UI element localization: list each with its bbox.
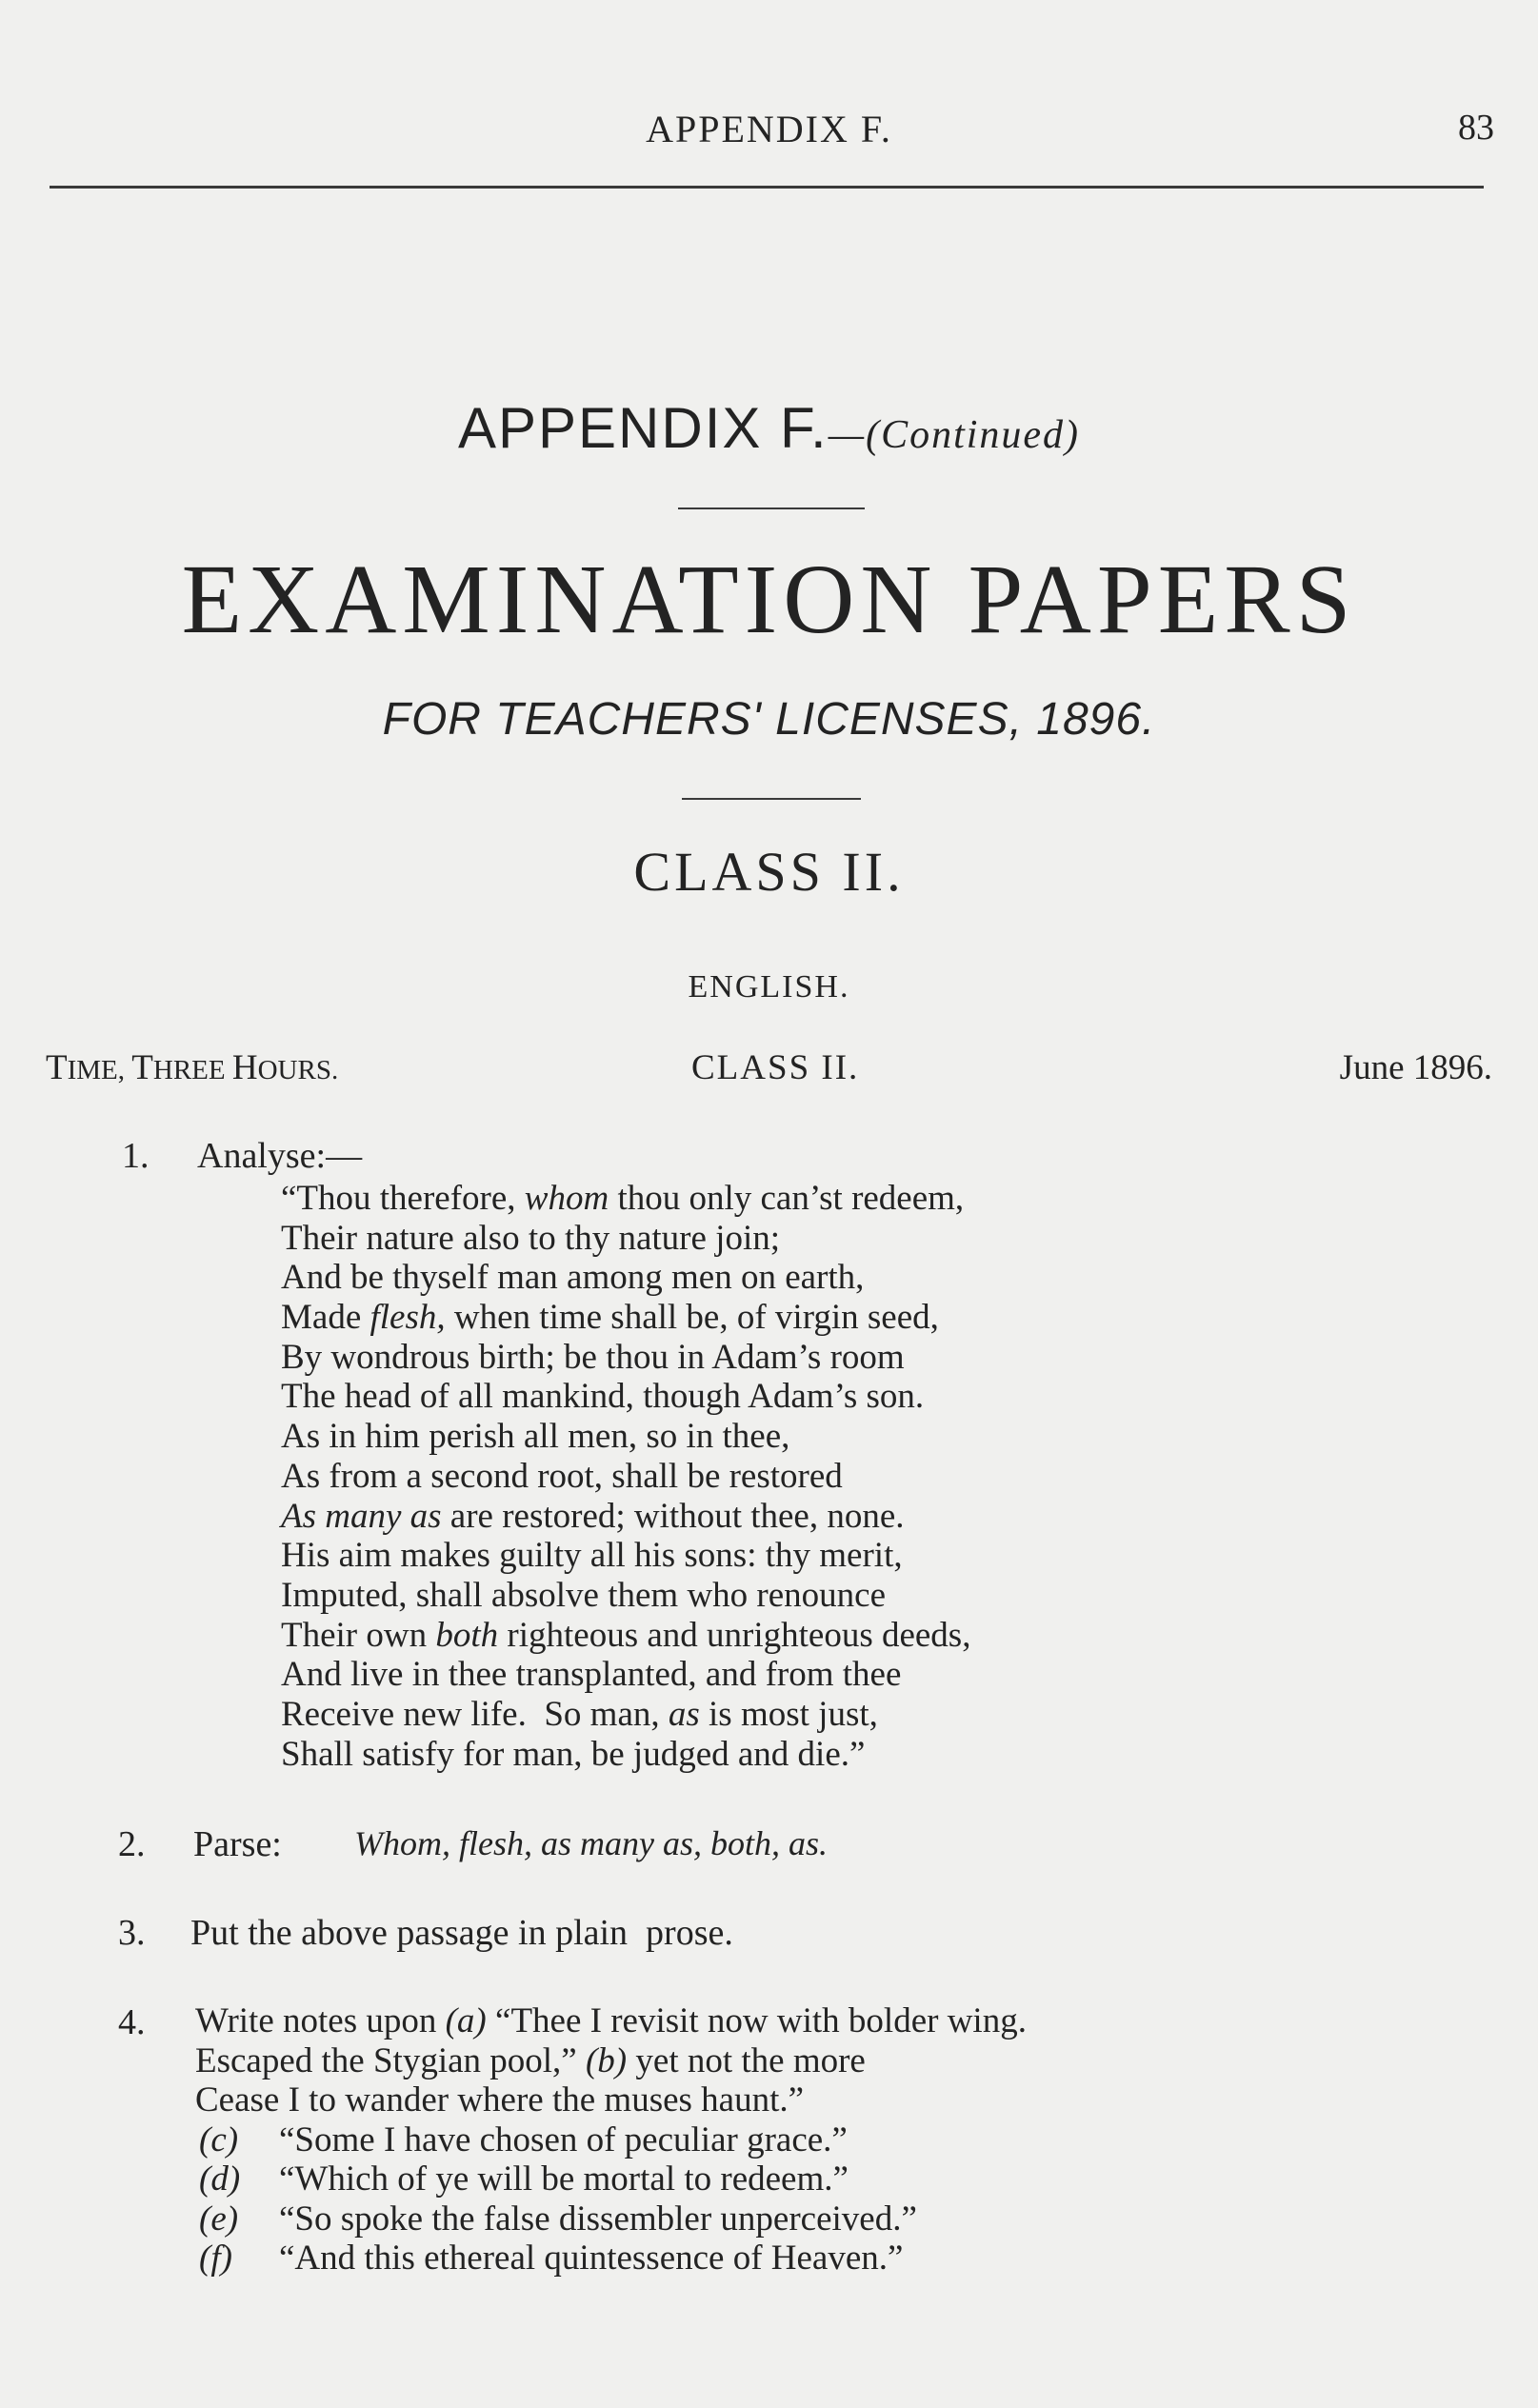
verse-line: Imputed, shall absolve them who renounce <box>281 1575 886 1615</box>
verse-line: Their own both righteous and unrighteous deeds, <box>281 1615 971 1655</box>
continued-note: —(Continued) <box>828 413 1081 457</box>
question-number: 4. <box>118 2002 146 2042</box>
verse-line: As many as are restored; without thee, none. <box>281 1496 905 1536</box>
notes-line: Write notes upon (a) “Thee I revisit now with bolder wing. <box>195 2001 1027 2040</box>
verse-line: As from a second root, shall be restored <box>281 1456 843 1496</box>
header-rule <box>50 186 1484 189</box>
notes-line: (e) “So spoke the false dissembler unperceived.” <box>199 2199 917 2239</box>
verse-line: And live in thee transplanted, and from thee <box>281 1655 902 1695</box>
appendix-heading-text: APPENDIX F. <box>457 396 829 460</box>
subtitle: FOR TEACHERS' LICENSES, 1896. <box>382 694 1156 745</box>
page-number: 83 <box>1458 108 1494 148</box>
notes-line: Cease I to wander where the muses haunt.” <box>195 2080 805 2119</box>
verse-line: Their nature also to thy nature join; <box>281 1218 781 1258</box>
parse-items: Whom, flesh, as many as, both, as. <box>354 1824 828 1862</box>
class-label: CLASS II. <box>691 1048 860 1087</box>
main-title: EXAMINATION PAPERS <box>181 545 1357 654</box>
question-text: Put the above passage in plain prose. <box>190 1913 733 1953</box>
verse-line: The head of all mankind, though Adam’s son. <box>281 1377 925 1417</box>
running-header-title: APPENDIX F. <box>646 108 892 150</box>
time-allowed: TIME, THREE HOURS. <box>46 1048 339 1087</box>
appendix-heading <box>0 395 1538 461</box>
verse-line: “Thou therefore, whom thou only can’st redeem, <box>281 1179 965 1218</box>
notes-line: (d) “Which of ye will be mortal to redeem.” <box>199 2159 849 2199</box>
verse-line: Receive new life. So man, as is most just, <box>281 1694 878 1734</box>
notes-line: (f) “And this ethereal quintessence of Heaven.” <box>199 2239 904 2278</box>
notes-question <box>195 2001 1027 2279</box>
exam-date: June 1896. <box>1339 1048 1492 1087</box>
notes-line: (c) “Some I have chosen of peculiar grace.” <box>199 2119 848 2159</box>
verse-line: His aim makes guilty all his sons: thy merit, <box>281 1536 903 1576</box>
verse-line: And be thyself man among men on earth, <box>281 1258 865 1298</box>
question-number: 3. <box>118 1913 146 1953</box>
verse-line: By wondrous birth; be thou in Adam’s room <box>281 1337 905 1377</box>
question-number: 2. <box>118 1824 146 1864</box>
verse-line: Shall satisfy for man, be judged and die.” <box>281 1734 866 1774</box>
verse-line: As in him perish all men, so in thee, <box>281 1417 790 1457</box>
question-number: 1. <box>122 1136 150 1176</box>
class-title: CLASS II. <box>633 841 905 903</box>
question-label: Analyse:— <box>197 1136 363 1176</box>
notes-line: Escaped the Stygian pool,” (b) yet not the more <box>195 2040 866 2080</box>
question-label: Parse: <box>193 1824 282 1864</box>
title-divider-top <box>678 507 865 509</box>
title-divider-bottom <box>682 798 861 800</box>
verse-line: Made flesh, when time shall be, of virgin seed, <box>281 1298 939 1338</box>
subject-heading: ENGLISH. <box>688 969 850 1005</box>
verse-passage <box>281 1179 970 1774</box>
